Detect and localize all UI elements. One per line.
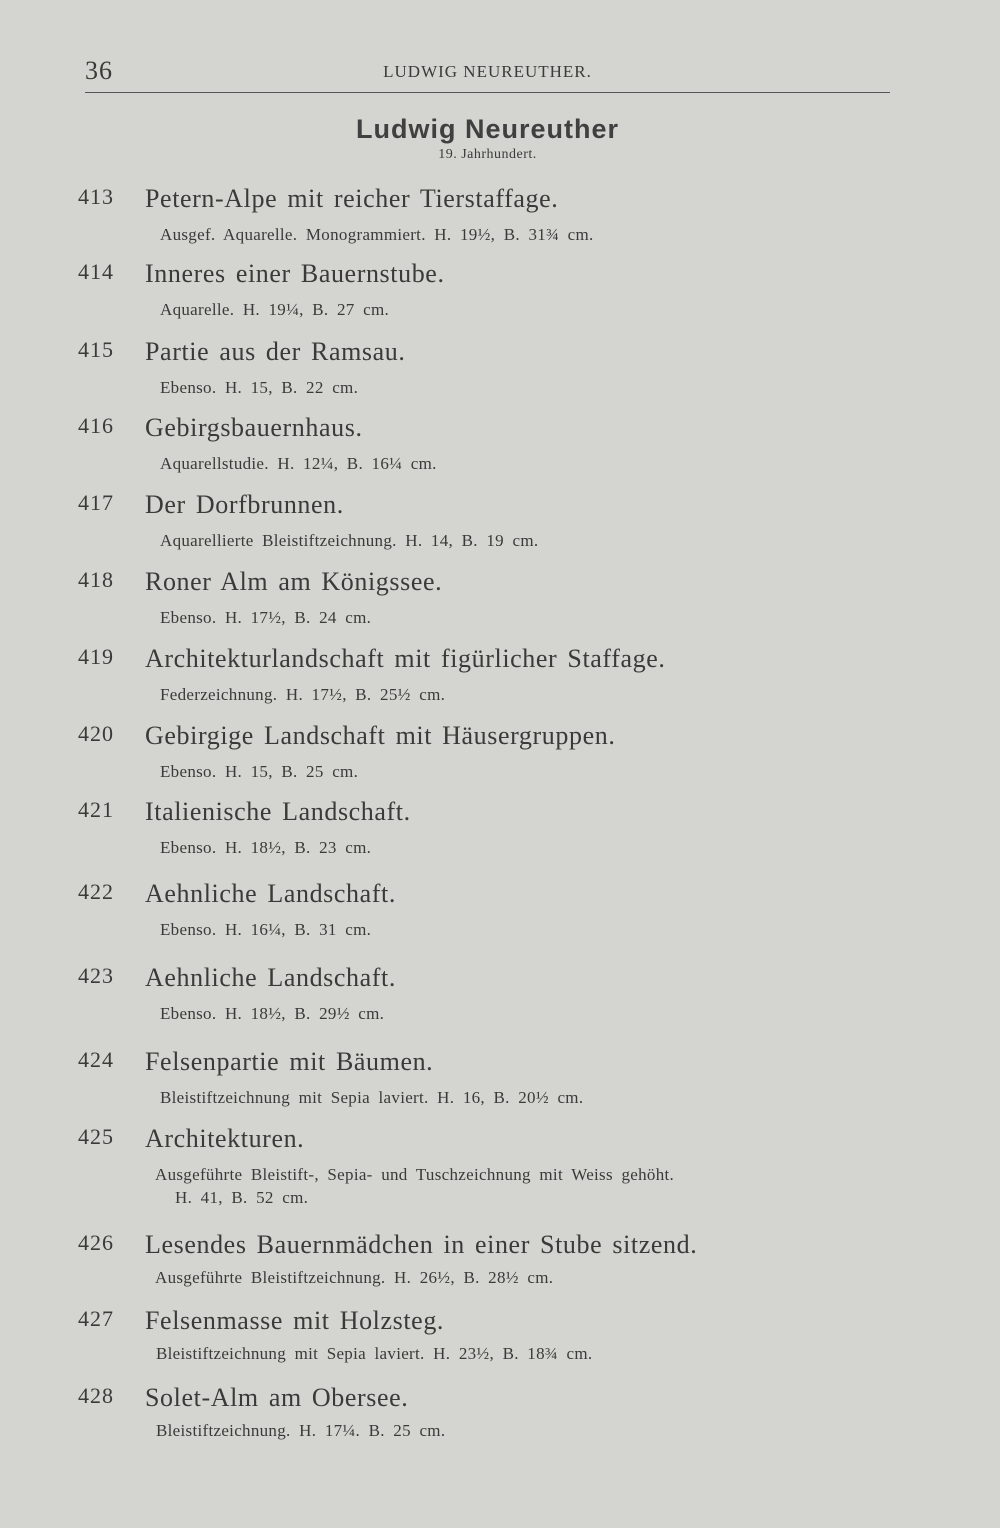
entry-number: 424 (78, 1047, 114, 1072)
entry-description: Bleistiftzeichnung mit Sepia laviert. H. 16, B. 20½ cm. (160, 1088, 584, 1107)
page-header (85, 54, 890, 93)
entry-number: 423 (78, 963, 114, 988)
entry-description: Ausgeführte Bleistiftzeichnung. H. 26½, B. 28½ cm. (155, 1268, 554, 1287)
entry-description: Ebenso. H. 18½, B. 29½ cm. (160, 1004, 385, 1023)
entry-description: Ebenso. H. 18½, B. 23 cm. (160, 838, 372, 857)
entry-description: Ebenso. H. 17½, B. 24 cm. (160, 608, 372, 627)
entry-number: 418 (78, 567, 114, 592)
entry-description: Ausgeführte Bleistift-, Sepia- und Tuschzeichnung mit Weiss gehöht. (155, 1165, 675, 1184)
entry-number: 419 (78, 644, 114, 669)
running-title: LUDWIG NEUREUTHER. (383, 62, 592, 81)
entry-description-continued: H. 41, B. 52 cm. (175, 1188, 309, 1207)
entry-title: Aehnliche Landschaft. (145, 879, 396, 908)
entry-description: Aquarelle. H. 19¼, B. 27 cm. (160, 300, 390, 319)
entry-number: 422 (78, 879, 114, 904)
entry-description: Ausgef. Aquarelle. Monogrammiert. H. 19½, B. 31¾ cm. (160, 225, 594, 244)
entry-description: Ebenso. H. 16¼, B. 31 cm. (160, 920, 372, 939)
entry-number: 425 (78, 1124, 114, 1149)
entry-number: 426 (78, 1230, 114, 1255)
entry-title: Der Dorfbrunnen. (145, 490, 344, 519)
entry-description: Ebenso. H. 15, B. 25 cm. (160, 762, 359, 781)
entry-number: 415 (78, 337, 114, 362)
entry-number: 428 (78, 1383, 114, 1408)
entry-title: Roner Alm am Königssee. (145, 567, 443, 596)
entry-number: 421 (78, 797, 114, 822)
entry-title: Solet-Alm am Obersee. (145, 1383, 409, 1412)
entry-number: 416 (78, 413, 114, 438)
artist-name: Ludwig Neureuther (355, 114, 619, 144)
entry-description: Federzeichnung. H. 17½, B. 25½ cm. (160, 685, 446, 704)
entry-title: Felsenpartie mit Bäumen. (145, 1047, 434, 1076)
entry-number: 414 (78, 259, 114, 284)
entry-number: 417 (78, 490, 114, 515)
century-label: 19. Jahrhundert. (438, 147, 537, 162)
entry-title: Gebirgige Landschaft mit Häusergruppen. (145, 721, 616, 750)
entry-description: Bleistiftzeichnung mit Sepia laviert. H. 23½, B. 18¾ cm. (156, 1344, 593, 1363)
entry-title: Felsenmasse mit Holzsteg. (145, 1306, 445, 1335)
entry-number: 427 (78, 1306, 114, 1331)
entry-title: Lesendes Bauernmädchen in einer Stube sitzend. (145, 1230, 698, 1259)
entry-title: Partie aus der Ramsau. (145, 337, 406, 366)
page-number: 36 (85, 56, 113, 85)
entry-description: Bleistiftzeichnung. H. 17¼. B. 25 cm. (156, 1421, 446, 1440)
entry-title: Petern-Alpe mit reicher Tierstaffage. (145, 184, 559, 213)
entry-title: Aehnliche Landschaft. (145, 963, 396, 992)
entry-title: Italienische Landschaft. (145, 797, 411, 826)
entry-title: Architekturen. (145, 1124, 305, 1153)
entry-number: 413 (78, 184, 114, 209)
entry-title: Gebirgsbauernhaus. (145, 413, 363, 442)
entry-description: Ebenso. H. 15, B. 22 cm. (160, 378, 359, 397)
entry-number: 420 (78, 721, 114, 746)
entry-description: Aquarellstudie. H. 12¼, B. 16¼ cm. (160, 454, 437, 473)
entry-title: Inneres einer Bauernstube. (145, 259, 445, 288)
entry-title: Architekturlandschaft mit figürlicher Staffage. (145, 644, 666, 673)
entry-description: Aquarellierte Bleistiftzeichnung. H. 14, B. 19 cm. (160, 531, 539, 550)
artist-heading (85, 114, 890, 163)
